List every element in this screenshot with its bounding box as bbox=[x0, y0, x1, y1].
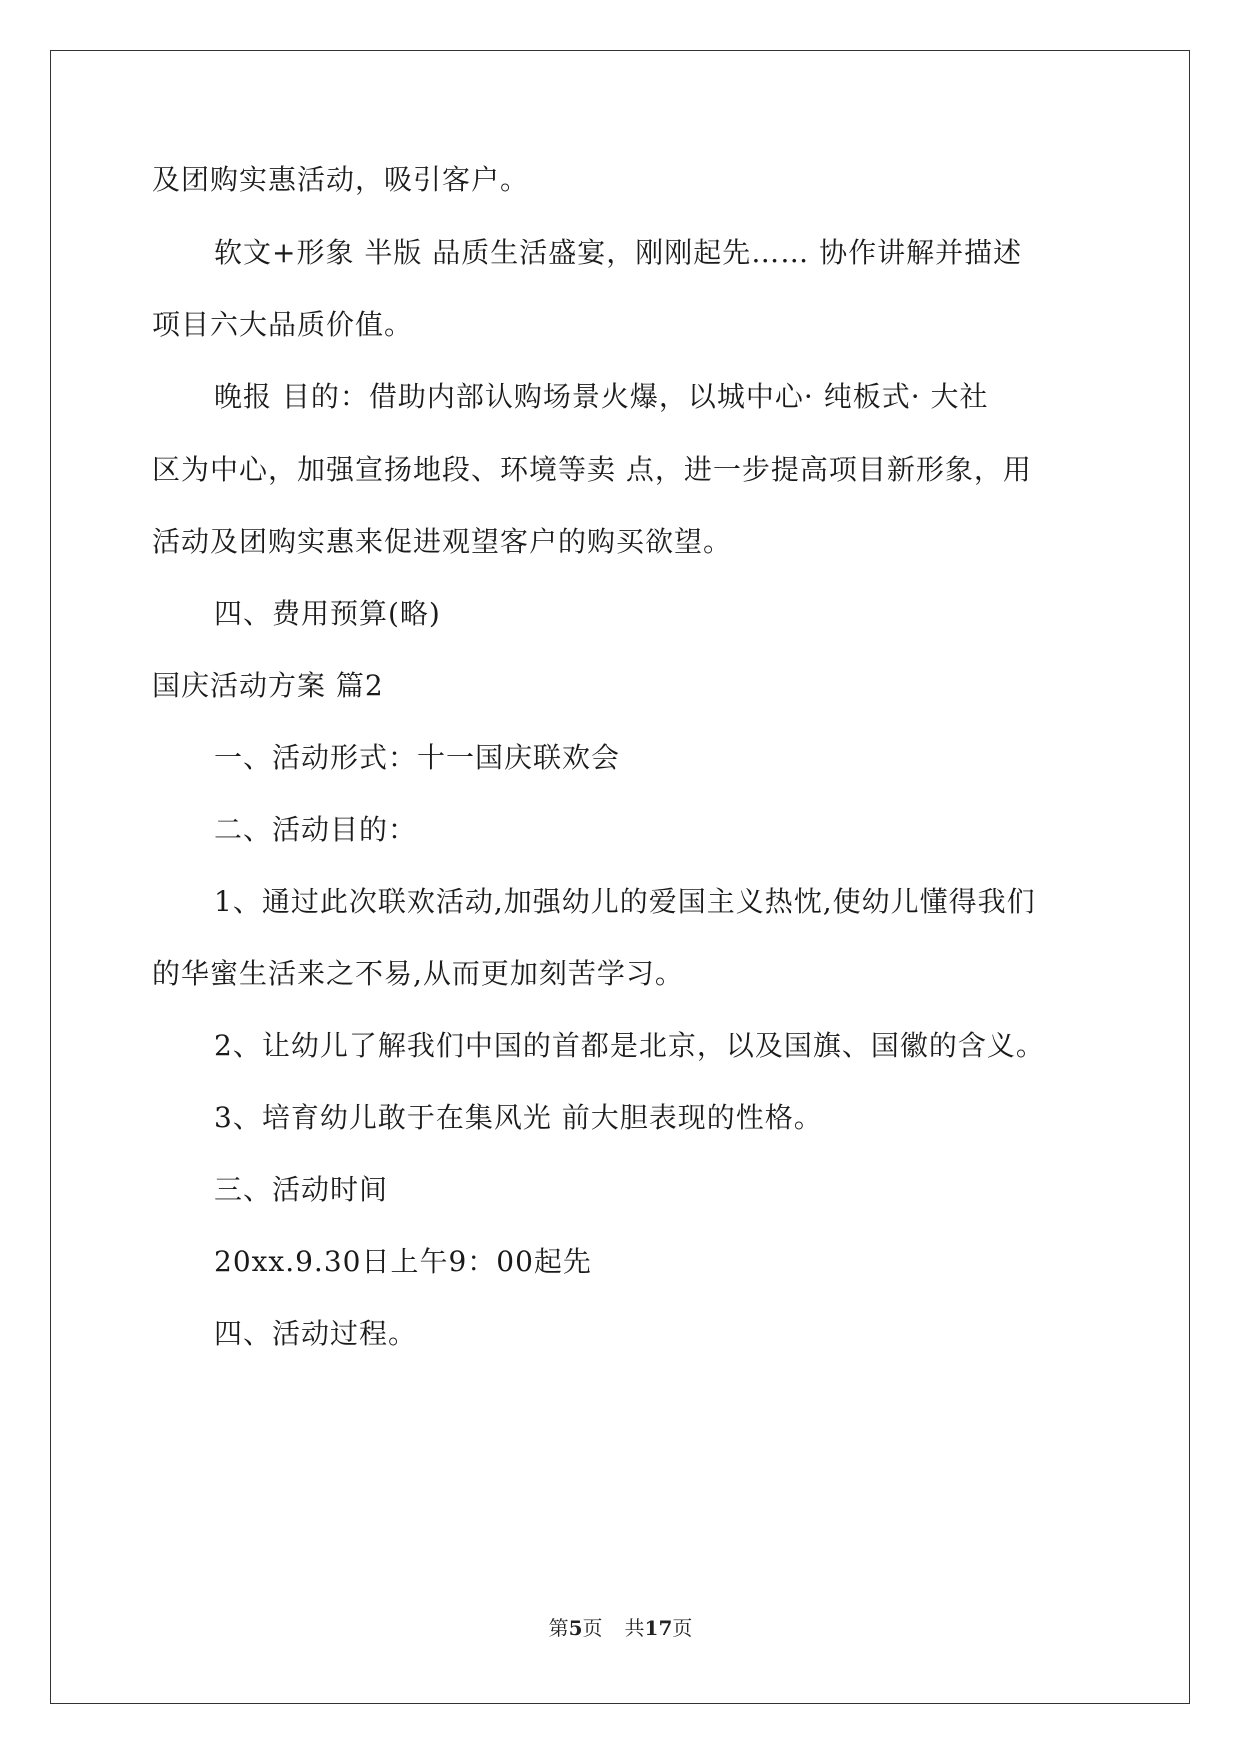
section-heading: 四、费用预算(略) bbox=[214, 597, 441, 630]
footer-page-prefix: 第 bbox=[548, 1616, 569, 1640]
body-line: 活动及团购实惠来促进观望客户的购买欲望。 bbox=[152, 525, 733, 558]
body-line: 软文+形象 半版 品质生活盛宴，刚刚起先…… 协作讲解并描述 bbox=[214, 236, 1023, 269]
page-border bbox=[50, 50, 1190, 1704]
body-line: 区为中心，加强宣扬地段、环境等卖 点，进一步提高项目新形象，用 bbox=[152, 453, 1032, 486]
body-line: 3、培育幼儿敢于在集风光 前大胆表现的性格。 bbox=[214, 1101, 823, 1134]
body-line: 及团购实惠活动，吸引客户。 bbox=[152, 163, 530, 196]
section-heading: 三、活动时间 bbox=[214, 1173, 389, 1206]
footer-page-number: 5 bbox=[568, 1616, 583, 1640]
body-line: 的华蜜生活来之不易,从而更加刻苦学习。 bbox=[152, 957, 684, 990]
footer-page-suffix: 页 bbox=[582, 1616, 603, 1640]
page-footer bbox=[0, 1616, 1241, 1640]
body-line: 2、让幼儿了解我们中国的首都是北京，以及国旗、国徽的含义。 bbox=[214, 1029, 1045, 1062]
footer-total-suffix: 页 bbox=[672, 1616, 693, 1640]
section-heading: 二、活动目的： bbox=[214, 813, 418, 846]
body-line: 20xx.9.30日上午9：00起先 bbox=[214, 1245, 592, 1278]
article-title: 国庆活动方案 篇2 bbox=[152, 669, 384, 702]
body-line: 晚报 目的：借助内部认购场景火爆，以城中心· 纯板式· 大社 bbox=[214, 380, 989, 413]
body-line: 1、通过此次联欢活动,加强幼儿的爱国主义热忱,使幼儿懂得我们 bbox=[214, 885, 1036, 918]
body-line: 项目六大品质价值。 bbox=[152, 308, 414, 341]
footer-total-pages: 17 bbox=[644, 1616, 673, 1640]
section-heading: 四、活动过程。 bbox=[214, 1317, 418, 1350]
section-heading: 一、活动形式：十一国庆联欢会 bbox=[214, 741, 621, 774]
footer-total-prefix: 共 bbox=[624, 1616, 645, 1640]
